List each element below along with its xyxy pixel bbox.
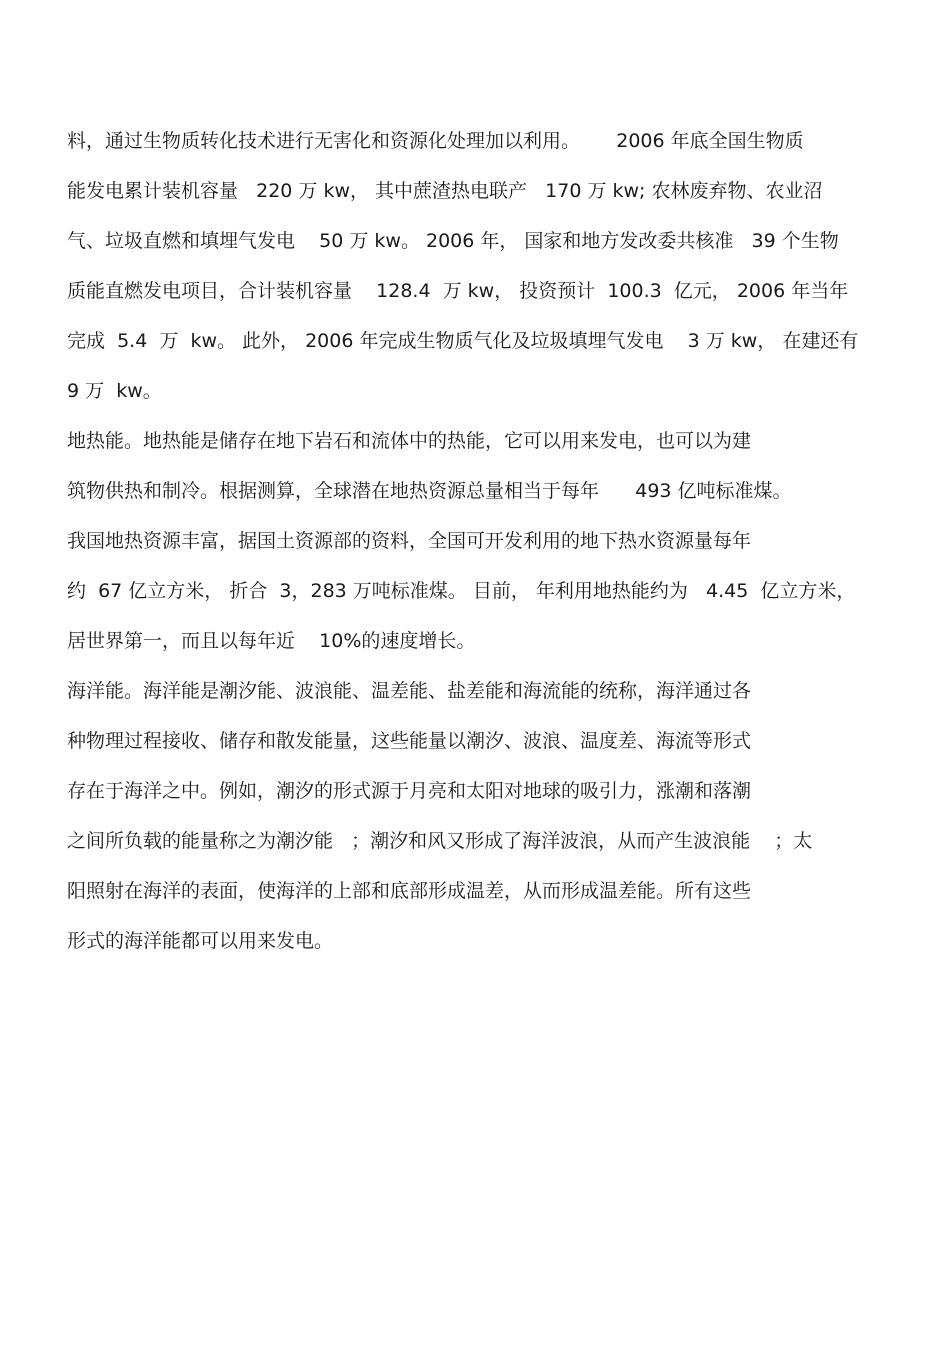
- text-line: 存在于海洋之中。例如，潮汐的形式源于月亮和太阳对地球的吸引力，涨潮和落潮: [67, 780, 752, 802]
- text-line: 形式的海洋能都可以用来发电。: [67, 930, 334, 952]
- text-line: 阳照射在海洋的表面，使海洋的上部和底部形成温差，从而形成温差能。所有这些: [67, 880, 752, 902]
- text-line: 之间所负载的能量称之为潮汐能 ；潮汐和风又形成了海洋波浪，从而产生波浪能 ；太: [67, 830, 813, 852]
- text-line: 料，通过生物质转化技术进行无害化和资源化处理加以利用。 2006 年底全国生物质: [67, 130, 804, 152]
- text-line: 居世界第一，而且以每年近 10%的速度增长。: [67, 630, 476, 652]
- text-line: 质能直燃发电项目，合计装机容量 128.4 万 kw， 投资预计 100.3 亿元， 2006 年当年: [67, 280, 849, 302]
- text-line: 完成 5.4 万 kw。 此外， 2006 年完成生物质气化及垃圾填埋气发电 3 万 kw， 在建还有: [67, 330, 859, 352]
- text-line: 筑物供热和制冷。根据测算，全球潜在地热资源总量相当于每年 493 亿吨标准煤。: [67, 480, 792, 502]
- text-line: 我国地热资源丰富，据国土资源部的资料，全国可开发利用的地下热水资源量每年: [67, 530, 752, 552]
- text-line: 地热能。地热能是储存在地下岩石和流体中的热能，它可以用来发电，也可以为建: [67, 430, 752, 452]
- text-line: 种物理过程接收、储存和散发能量，这些能量以潮汐、波浪、温度差、海流等形式: [67, 730, 752, 752]
- text-line: 9 万 kw。: [67, 380, 162, 402]
- text-line: 能发电累计装机容量 220 万 kw， 其中蔗渣热电联产 170 万 kw; 农林废弃物、农业沼: [67, 180, 823, 202]
- text-line: 约 67 亿立方米， 折合 3，283 万吨标准煤。 目前， 年利用地热能约为 4.45 亿立方米，: [67, 580, 856, 602]
- text-line: 气、垃圾直燃和填埋气发电 50 万 kw。 2006 年， 国家和地方发改委共核准 39 个生物: [67, 230, 839, 252]
- text-line: 海洋能。海洋能是潮汐能、波浪能、温差能、盐差能和海流能的统称，海洋通过各: [67, 680, 752, 702]
